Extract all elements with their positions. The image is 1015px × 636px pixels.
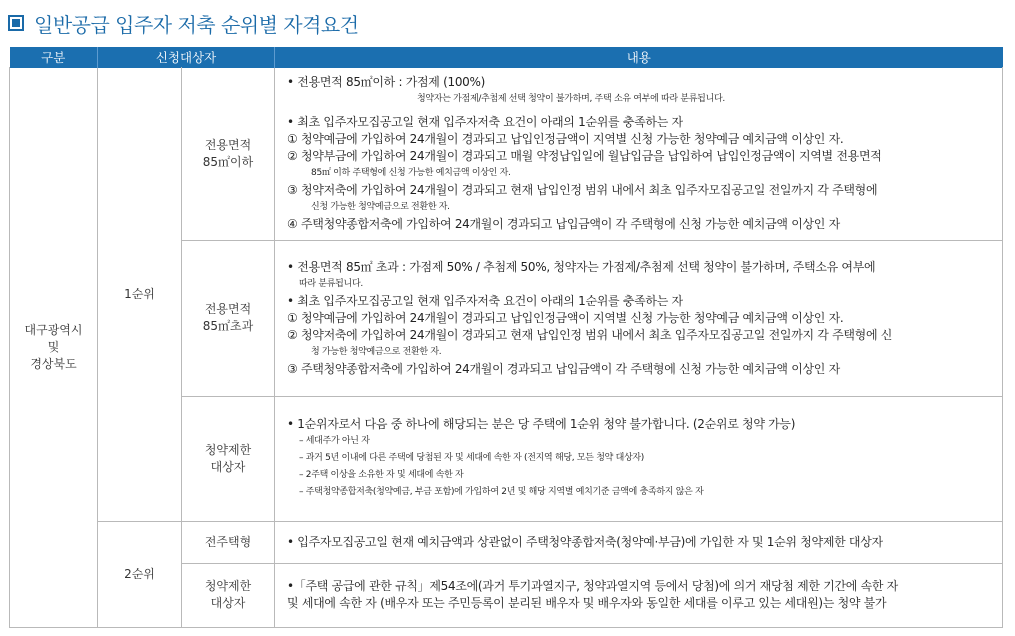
- header-target: 신청대상자: [98, 47, 275, 67]
- square-bullet-icon: [8, 15, 24, 31]
- content-line: ① 청약예금에 가입하여 24개월이 경과되고 납입인정금액이 지역별 신청 가능한 청약예금 예치금액 이상인 자.: [287, 132, 844, 146]
- content-cell: [275, 563, 1003, 627]
- content-cell: [275, 240, 1003, 396]
- table-header-row: [10, 47, 1003, 67]
- region-line: 경상북도: [30, 356, 77, 371]
- content-line: 및 세대에 속한 자 (배우자 또는 주민등록이 분리된 배우자 및 배우자와 동일한 세대를 이루고 있는 세대원)는 청약 불가: [287, 596, 887, 610]
- target-line: 청약제한: [204, 579, 252, 593]
- content-line: ③ 청약저축에 가입하여 24개월이 경과되고 현재 납입인정 범위 내에서 최초 입주자모집공고일 전일까지 각 주택형에: [287, 183, 878, 197]
- target-cell: [182, 396, 275, 521]
- rank1-cell: 1순위: [98, 67, 182, 521]
- header-category: 구분: [10, 47, 98, 67]
- target-cell: [182, 563, 275, 627]
- eligibility-table-wrap: [9, 47, 1002, 628]
- content-line: – 세대주가 아닌 자: [299, 436, 370, 446]
- target-line: 85㎡이하: [202, 154, 254, 169]
- target-line: 대상자: [210, 459, 246, 474]
- page-title: 일반공급 입주자 저축 순위별 자격요건: [34, 12, 359, 37]
- content-line: 따라 분류됩니다.: [299, 278, 363, 289]
- target-cell: [182, 521, 275, 563]
- region-line: 및: [47, 339, 60, 354]
- target-line: 전용면적: [204, 137, 252, 152]
- target-cell: [182, 240, 275, 396]
- rank2-cell: 2순위: [98, 521, 182, 627]
- content-line: – 주택청약종합저축(청약예금, 부금 포함)에 가입하여 2년 및 해당 지역별 예치기준 금액에 충족하지 않은 자: [299, 487, 704, 497]
- target-line: 85㎡초과: [202, 319, 254, 333]
- content-line: • 최초 입주자모집공고일 현재 입주자저축 요건이 아래의 1순위를 충족하는 자: [287, 293, 683, 308]
- target-line: 대상자: [210, 596, 246, 610]
- content-line: ③ 주택청약종합저축에 가입하여 24개월이 경과되고 납입금액이 각 주택형에 신청 가능한 예치금액 이상인 자: [287, 361, 840, 376]
- content-line: 청 가능한 청약예금으로 전환한 자.: [311, 346, 442, 357]
- content-line: 신청 가능한 청약예금으로 전환한 자.: [311, 202, 450, 212]
- content-cell: [275, 521, 1003, 563]
- content-cell: [275, 396, 1003, 521]
- header-content: 내용: [275, 47, 1003, 67]
- content-line: ② 청약저축에 가입하여 24개월이 경과되고 현재 납입인정 범위 내에서 최초 입주자모집공고일 전일까지 각 주택형에 신: [287, 327, 893, 342]
- target-line: 청약제한: [204, 442, 252, 457]
- content-line: 85㎡ 이하 주택형에 신청 가능한 예치금액 이상인 자.: [311, 168, 511, 178]
- table-row: [10, 67, 1003, 240]
- content-line: – 과거 5년 이내에 다른 주택에 당첨된 자 및 세대에 속한 자 (전지역 해당, 모든 청약 대상자): [299, 453, 644, 463]
- target-cell: [182, 67, 275, 240]
- content-line: • 전용면적 85㎡ 초과 : 가점제 50% / 추첨제 50%, 청약자는 가점제/추첨제 선택 청약이 불가하며, 주택소유 여부에: [287, 259, 876, 274]
- region-cell: [10, 67, 98, 627]
- table-row: [10, 521, 1003, 563]
- content-line: • 1순위자로서 다음 중 하나에 해당되는 분은 당 주택에 1순위 청약 불가합니다. (2순위로 청약 가능): [287, 417, 796, 431]
- content-cell: [275, 67, 1003, 240]
- content-line: 청약자는 가점제/추첨제 선택 청약이 불가하며, 주택 소유 여부에 따라 분류됩니다.: [417, 94, 725, 104]
- content-line: • 전용면적 85㎡이하 : 가점제 (100%): [287, 75, 485, 89]
- eligibility-table: [9, 47, 1003, 628]
- content-line: • 최초 입주자모집공고일 현재 입주자저축 요건이 아래의 1순위를 충족하는 자: [287, 115, 683, 129]
- content-line: • 입주자모집공고일 현재 예치금액과 상관없이 주택청약종합저축(청약예·부금)에 가입한 자 및 1순위 청약제한 대상자: [287, 534, 883, 549]
- title-bar: [8, 8, 359, 38]
- target-line: 전용면적: [204, 302, 252, 316]
- target-line: 전주택형: [204, 534, 252, 549]
- region-line: 대구광역시: [24, 322, 83, 337]
- content-line: •「주택 공급에 관한 규칙」제54조에(과거 투기과열지구, 청약과열지역 등에서 당첨)에 의거 재당첨 제한 기간에 속한 자: [287, 579, 898, 593]
- content-line: ④ 주택청약종합저축에 가입하여 24개월이 경과되고 납입금액이 각 주택형에 신청 가능한 예치금액 이상인 자: [287, 217, 840, 231]
- content-line: ① 청약예금에 가입하여 24개월이 경과되고 납입인정금액이 지역별 신청 가능한 청약예금 예치금액 이상인 자.: [287, 310, 844, 325]
- content-line: – 2주택 이상을 소유한 자 및 세대에 속한 자: [299, 470, 464, 480]
- content-line: ② 청약부금에 가입하여 24개월이 경과되고 매월 약정납입일에 월납입금을 납입하여 납입인정금액이 지역별 전용면적: [287, 149, 882, 163]
